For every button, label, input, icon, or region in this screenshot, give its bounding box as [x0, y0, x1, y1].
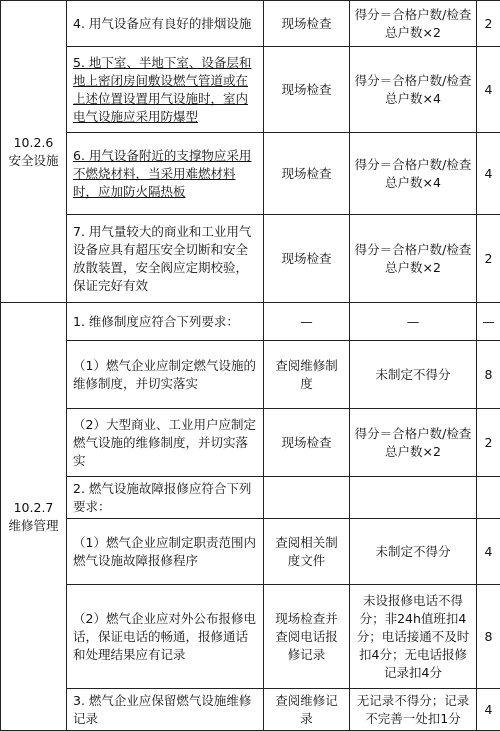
- table-row: [1, 409, 500, 477]
- table-row: [1, 133, 500, 215]
- method-cell: —: [264, 303, 350, 341]
- table-row: [1, 689, 500, 731]
- score-cell: 得分＝合格户数/检查总户数×2: [350, 409, 477, 477]
- score-cell: 未设报修电话不得分；非24h值班扣4分；电话接通不及时扣4分；无电话报修记录扣4分: [350, 585, 477, 689]
- table-row: [1, 341, 500, 409]
- score-cell: [350, 477, 477, 519]
- score-cell: 得分＝合格户数/检查总户数×4: [350, 133, 477, 215]
- points-cell: 2: [477, 409, 500, 477]
- requirement-cell: 6. 用气设备附近的支撑物应采用不燃烧材料，当采用难燃材料时，应加防火隔热板: [67, 133, 264, 215]
- points-cell: 4: [477, 47, 500, 133]
- points-cell: 8: [477, 585, 500, 689]
- points-cell: 4: [477, 133, 500, 215]
- requirement-cell: （1）燃气企业应制定职责范围内燃气设施故障报修程序: [67, 519, 264, 585]
- points-cell: 4: [477, 519, 500, 585]
- method-cell: 现场检查: [264, 133, 350, 215]
- method-cell: 现场检查并查阅电话报修记录: [264, 585, 350, 689]
- table-row: [1, 585, 500, 689]
- points-cell: 4: [477, 689, 500, 731]
- requirement-cell: （2）大型商业、工业用户应制定燃气设施的维修制度，并切实落实: [67, 409, 264, 477]
- section-name: 安全设施: [3, 152, 64, 170]
- score-cell: 未制定不得分: [350, 519, 477, 585]
- method-cell: 现场检查: [264, 215, 350, 303]
- requirement-cell: 4. 用气设备应有良好的排烟设施: [67, 1, 264, 47]
- requirement-cell: 5. 地下室、半地下室、设备层和地上密闭房间敷设燃气管道或在上述位置设置用气设施时，室内电气设施应采用防爆型: [67, 47, 264, 133]
- table-row: [1, 477, 500, 519]
- score-cell: 得分＝合格户数/检查总户数×2: [350, 215, 477, 303]
- table-row: [1, 47, 500, 133]
- score-cell: 得分＝合格户数/检查总户数×2: [350, 1, 477, 47]
- method-cell: 现场检查: [264, 409, 350, 477]
- score-cell: 未制定不得分: [350, 341, 477, 409]
- requirement-cell: （2）燃气企业应对外公布报修电话，保证电话的畅通，报修通话和处理结果应有记录: [67, 585, 264, 689]
- section-cell: [1, 1, 67, 303]
- table-row: [1, 519, 500, 585]
- table-row: [1, 215, 500, 303]
- table-row: [1, 303, 500, 341]
- section-id: 10.2.7: [3, 499, 64, 517]
- method-cell: 查阅维修制度: [264, 341, 350, 409]
- requirement-cell: 7. 用气量较大的商业和工业用气设备应具有超压安全切断和安全放散装置，安全阀应定期校验，保证完好有效: [67, 215, 264, 303]
- points-cell: 8: [477, 341, 500, 409]
- score-cell: 得分＝合格户数/检查总户数×4: [350, 47, 477, 133]
- requirement-cell: 2. 燃气设施故障报修应符合下列要求：: [67, 477, 264, 519]
- section-name: 维修管理: [3, 517, 64, 535]
- points-cell: 2: [477, 1, 500, 47]
- table-row: [1, 1, 500, 47]
- method-cell: 查阅相关制度文件: [264, 519, 350, 585]
- points-cell: 2: [477, 215, 500, 303]
- requirement-cell: （1）燃气企业应制定燃气设施的维修制度，并切实落实: [67, 341, 264, 409]
- section-id: 10.2.6: [3, 134, 64, 152]
- section-cell: [1, 303, 67, 731]
- method-cell: 现场检查: [264, 1, 350, 47]
- score-cell: —: [350, 303, 477, 341]
- points-cell: —: [477, 303, 500, 341]
- method-cell: 查阅维修记录: [264, 689, 350, 731]
- requirement-cell: 1. 维修制度应符合下列要求：: [67, 303, 264, 341]
- points-cell: [477, 477, 500, 519]
- method-cell: 现场检查: [264, 47, 350, 133]
- score-cell: 无记录不得分；记录不完善一处扣1分: [350, 689, 477, 731]
- requirement-cell: 3. 燃气企业应保留燃气设施维修记录: [67, 689, 264, 731]
- method-cell: [264, 477, 350, 519]
